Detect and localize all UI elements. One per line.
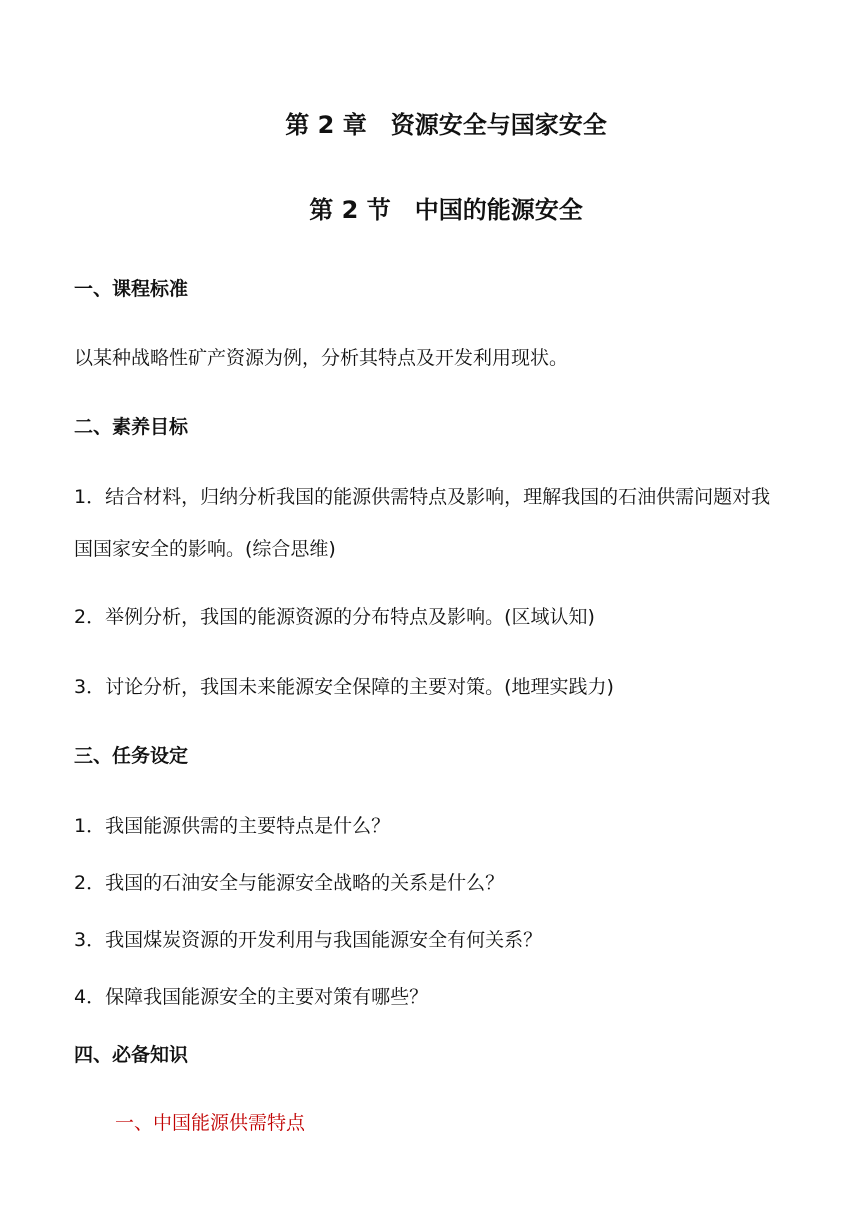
task-item-1: 1．我国能源供需的主要特点是什么？ bbox=[74, 815, 391, 837]
task-item-4: 4．保障我国能源安全的主要对策有哪些？ bbox=[74, 986, 429, 1008]
goal-item-1-line-2: 国国家安全的影响。(综合思维) bbox=[74, 538, 336, 560]
goal-item-3: 3．讨论分析，我国未来能源安全保障的主要对策。(地理实践力) bbox=[74, 676, 614, 698]
section-title: 第 2 节 中国的能源安全 bbox=[309, 196, 583, 224]
heading-task-setting: 三、任务设定 bbox=[74, 745, 189, 767]
heading-essential-knowledge: 四、必备知识 bbox=[74, 1044, 189, 1066]
subheading-energy-supply-demand: 一、中国能源供需特点 bbox=[115, 1112, 306, 1134]
chapter-title: 第 2 章 资源安全与国家安全 bbox=[285, 111, 607, 139]
heading-course-standard: 一、课程标准 bbox=[74, 278, 189, 300]
paragraph-course-standard: 以某种战略性矿产资源为例，分析其特点及开发利用现状。 bbox=[74, 347, 569, 369]
heading-literacy-goals: 二、素养目标 bbox=[74, 416, 189, 438]
task-item-3: 3．我国煤炭资源的开发利用与我国能源安全有何关系？ bbox=[74, 929, 543, 951]
goal-item-1-line-1: 1．结合材料，归纳分析我国的能源供需特点及影响，理解我国的石油供需问题对我 bbox=[74, 486, 771, 508]
goal-item-2: 2．举例分析，我国的能源资源的分布特点及影响。(区域认知) bbox=[74, 606, 595, 628]
task-item-2: 2．我国的石油安全与能源安全战略的关系是什么？ bbox=[74, 872, 505, 894]
